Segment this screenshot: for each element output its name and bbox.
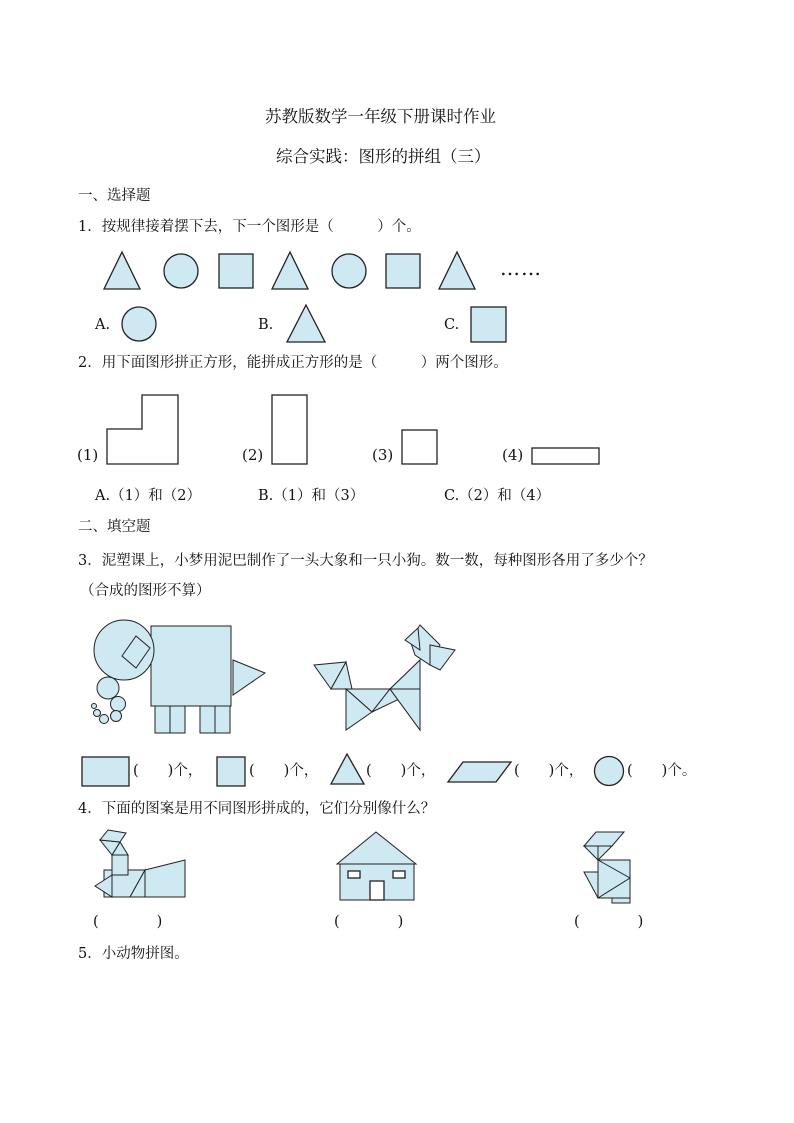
option-a-label: A. [95,317,111,333]
triangle-shape [272,252,308,289]
tall-rectangle-figure [272,395,307,464]
house-answer-blank: ( ) [334,914,404,930]
circle-shape [332,254,366,288]
square-shape [219,254,253,288]
question-2-text: 2．用下面图形拼正方形，能拼成正方形的是（ ）两个图形。 [78,355,508,371]
swan-answer-blank: ( ) [93,914,163,930]
l-shape-figure [107,395,178,464]
square-icon [217,757,245,786]
dog-figure [314,625,455,730]
figure-label-2: (2) [242,446,264,464]
option-c-square [471,307,506,342]
circle-icon [595,757,624,786]
swan-figure [95,830,185,897]
rectangle-count-blank: ( )个， [133,763,203,779]
option-b-label: B. [258,317,274,333]
triangle-icon [331,754,364,784]
rabbit-answer-blank: ( ) [574,914,644,930]
elephant-figure [92,620,266,733]
option-a-circle [122,307,156,341]
q2-option-a: A.（1）和（2） [95,488,202,504]
sequence-ellipsis: …… [500,256,542,280]
long-rectangle-figure [532,448,599,464]
figure-label-1: (1) [77,446,99,464]
section-heading-fill: 二、填空题 [78,519,151,535]
rabbit-figure [584,832,630,903]
small-square-figure [402,430,437,464]
option-b-triangle [287,305,325,342]
q2-option-c: C.（2）和（4） [444,488,551,504]
page-subtitle: 综合实践：图形的拼组（三） [276,147,491,166]
triangle-shape [439,252,475,289]
circle-shape [164,254,198,288]
house-figure [337,832,416,900]
parallelogram-icon [448,762,511,782]
question-3-note: （合成的图形不算） [80,583,211,599]
question-4-text: 4．下面的图案是用不同图形拼成的，它们分别像什么？ [78,801,436,817]
triangle-shape [104,252,140,289]
figure-label-4: (4) [502,446,524,464]
option-c-label: C. [444,317,460,333]
question-1-text: 1．按规律接着摆下去，下一个图形是（ ）个。 [78,219,421,235]
triangle-count-blank: ( )个， [366,763,436,779]
figure-label-3: (3) [372,446,394,464]
rectangle-icon [82,757,129,786]
q1-sequence [104,252,475,289]
q2-option-b: B.（1）和（3） [258,488,365,504]
square-shape [386,254,420,288]
square-count-blank: ( )个， [249,763,319,779]
question-3-text: 3．泥塑课上，小梦用泥巴制作了一头大象和一只小狗。数一数，每种图形各用了多少个？ [78,553,653,569]
parallelogram-count-blank: ( )个， [514,763,584,779]
page-title: 苏教版数学一年级下册课时作业 [265,107,496,126]
question-5-text: 5．小动物拼图。 [78,946,189,962]
section-heading-choice: 一、选择题 [78,188,151,204]
circle-count-blank: ( )个。 [627,763,697,779]
